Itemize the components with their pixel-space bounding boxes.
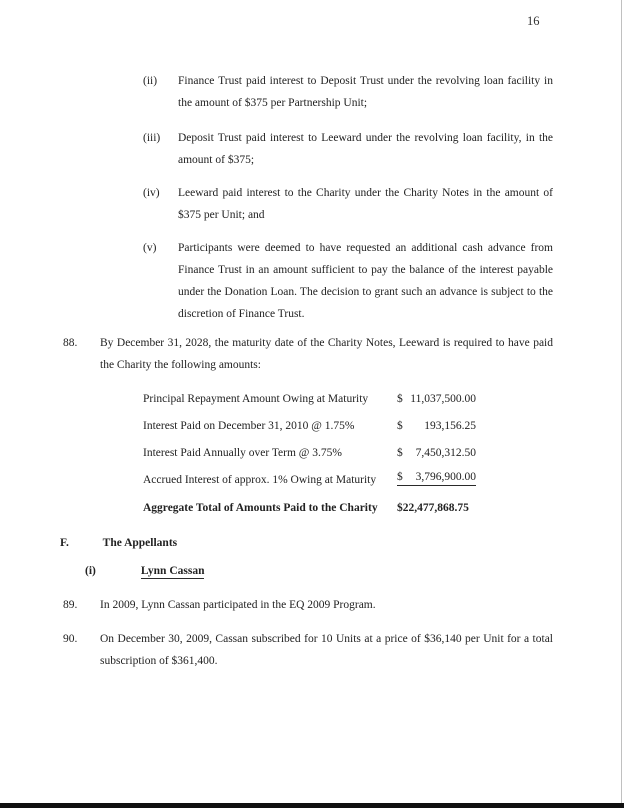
amount-label: Interest Paid Annually over Term @ 3.75% — [143, 447, 342, 459]
paragraph-text: By December 31, 2028, the maturity date of the Charity Notes, Leeward is required to have paid the Charity the following amounts: — [100, 337, 553, 371]
paragraph-number: 90. — [63, 633, 78, 645]
amount-number: 3,796,900.00 — [415, 471, 476, 483]
scan-edge-line — [621, 0, 622, 808]
table-row — [143, 469, 483, 496]
table-row — [143, 388, 483, 415]
paragraph-text: On December 30, 2009, Cassan subscribed for 10 Units at a price of $36,140 per Unit for a total subscription of $361,400. — [100, 633, 553, 667]
amount-number: 11,037,500.00 — [410, 393, 476, 405]
paragraph-text: In 2009, Lynn Cassan participated in the EQ 2009 Program. — [100, 599, 376, 611]
amount-number: 7,450,312.50 — [415, 447, 476, 459]
list-item-iv — [143, 182, 553, 226]
amount-number: 193,156.25 — [424, 420, 476, 432]
amounts-table — [143, 388, 483, 524]
list-item-label: (iv) — [143, 187, 160, 199]
amount-value — [397, 442, 476, 464]
list-item-label: (ii) — [143, 75, 158, 87]
table-total-row — [143, 497, 483, 524]
table-row — [143, 442, 483, 469]
paragraph-90 — [63, 628, 553, 672]
list-item-text: Finance Trust paid interest to Deposit Trust under the revolving loan facility in the amount of $375 per Partnership Unit; — [178, 75, 553, 109]
list-item-iii — [143, 127, 553, 171]
table-row — [143, 415, 483, 442]
list-item-label: (iii) — [143, 132, 161, 144]
list-item-text: Participants were deemed to have requested an additional cash advance from Finance Trust in an amount sufficient to pay the balance of the interest payable under the Donation Loan. The decision to grant such an advance is subject to the discretion of Finance Trust. — [178, 242, 553, 320]
paragraph-89 — [63, 594, 553, 616]
paragraph-number: 88. — [63, 337, 78, 349]
amount-label: Accrued Interest of approx. 1% Owing at Maturity — [143, 474, 377, 486]
currency-sign: $ — [397, 471, 403, 483]
page-number: 16 — [527, 14, 540, 28]
section-letter: F. — [60, 537, 69, 549]
list-item-text: Deposit Trust paid interest to Leeward under the revolving loan facility, in the amount of $375; — [178, 132, 553, 166]
total-value: $22,477,868.75 — [397, 502, 469, 514]
list-item-label: (v) — [143, 242, 157, 254]
section-heading-f — [60, 532, 177, 554]
currency-sign: $ — [397, 420, 403, 432]
paragraph-88 — [63, 332, 553, 376]
list-item-ii — [143, 70, 553, 114]
subsection-label: (i) — [85, 565, 96, 577]
amount-value — [397, 388, 476, 410]
list-item-v — [143, 237, 553, 325]
amount-label: Principal Repayment Amount Owing at Maturity — [143, 393, 369, 405]
amount-label: Interest Paid on December 31, 2010 @ 1.75% — [143, 420, 355, 432]
amount-value-underlined — [397, 469, 476, 486]
amount-value — [397, 415, 476, 437]
currency-sign: $ — [397, 393, 403, 405]
list-item-text: Leeward paid interest to the Charity under the Charity Notes in the amount of $375 per Unit; and — [178, 187, 553, 221]
total-label: Aggregate Total of Amounts Paid to the Charity — [143, 502, 378, 514]
bottom-border-line — [0, 803, 624, 808]
subsection-title: Lynn Cassan — [140, 565, 205, 577]
section-title: The Appellants — [102, 537, 178, 549]
subsection-heading-i — [85, 560, 204, 582]
paragraph-number: 89. — [63, 599, 78, 611]
currency-sign: $ — [397, 447, 403, 459]
